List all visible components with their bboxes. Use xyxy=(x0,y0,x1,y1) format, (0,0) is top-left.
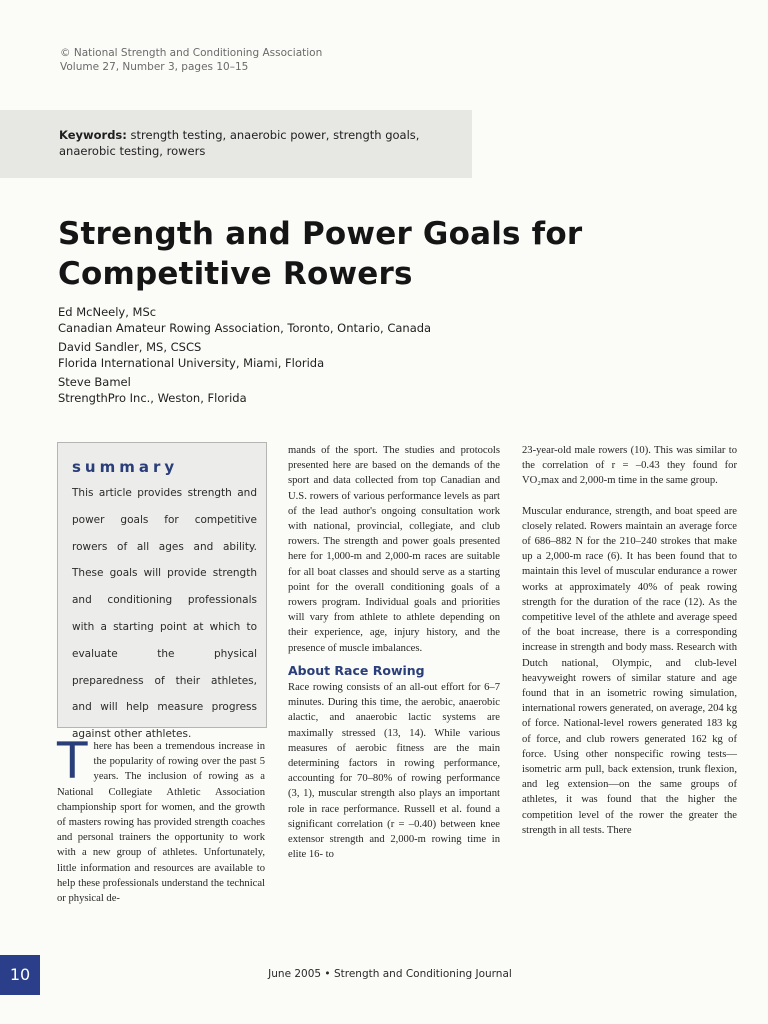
keywords-section xyxy=(59,127,459,159)
copyright-header xyxy=(60,46,460,74)
drop-cap: T xyxy=(57,732,88,790)
author-name: Steve Bamel xyxy=(58,375,131,389)
keywords-label: Keywords: xyxy=(59,128,127,142)
article-title xyxy=(58,214,658,294)
author-list xyxy=(58,305,578,410)
author-affiliation: StrengthPro Inc., Weston, Florida xyxy=(58,390,247,405)
title-line-2: Competitive Rowers xyxy=(58,256,413,292)
author-entry xyxy=(58,375,578,406)
body-column-1 xyxy=(57,732,265,906)
title-line-1: Strength and Power Goals for xyxy=(58,216,583,252)
keywords-line-1: strength testing, anaerobic power, strength goals, xyxy=(130,128,420,142)
author-name: Ed McNeely, MSc xyxy=(58,305,157,319)
author-entry xyxy=(58,340,578,371)
summary-heading: summary xyxy=(72,458,179,476)
author-name: David Sandler, MS, CSCS xyxy=(58,340,202,354)
section-heading: About Race Rowing xyxy=(288,662,425,678)
author-affiliation: Canadian Amateur Rowing Association, Toronto, Ontario, Canada xyxy=(58,320,432,335)
summary-text: This article provides strength and power goals for competitive rowers of all ages and ability. These goals will provide strength and conditioning professionals with a starting point at which to evaluate the physical preparedness of their athletes, and will help measure progress against other athletes. xyxy=(72,487,257,741)
body-paragraph: mands of the sport. The studies and protocols presented here are based on the demands of the sport and data collected from top Canadian and U.S. rowers of various performance levels as part of the lead author's ongoing consultation work with national, provincial, collegiate, and club rowers. The strength and power goals presented here for 1,000-m and 2,000-m races are suitable for all boat classes and should serve as a starting point for the overall conditioning goals of a rowers program. Individual goals and priorities will vary from athlete to athlete depending on their experience, age, injury history, and the presence of muscle imbalances. xyxy=(288,445,500,654)
page-number: 10 xyxy=(9,965,31,984)
body-column-3 xyxy=(522,443,737,838)
body-paragraph: Race rowing consists of an all-out effort for 6–7 minutes. During this time, the aerobic, anaerobic alactic, and anaerobic lactic systems are maximally stressed (13, 14). While various measures of aerobic fitness are the main determining factors in rowing performance, accounting for 70–80% of rowing performance (3, 1), muscular strength also plays an important role in race performance. Russell et al. found a significant correlation (r = –0.40) between knee extensor strength and 2,000-m rowing time in elite 16- to xyxy=(288,682,500,861)
journal-footer: June 2005 • Strength and Conditioning Journal xyxy=(268,968,512,980)
keywords-line-2: anaerobic testing, rowers xyxy=(59,144,206,158)
author-entry xyxy=(58,305,578,336)
body-paragraph: Muscular endurance, strength, and boat speed are closely related. Rowers maintain an average force of 686–882 N for the 210–240 strokes that make up a 2,000-m race (6). It has been found that to maintain this level of muscular endurance a rower works at approximately 40% of peak rowing strength for the duration of the race (12). As the competitive level of the athlete and average speed of the boat increase, there is a corresponding increase in strength and body mass. Research with Dutch national, Olympic, and club-level heavyweight rowers of similar stature and age found that in an isometric rowing simulation, international rowers generated, on average, 204 kg of force. National-level rowers generated 183 kg of force, and club rowers generated 162 kg of force. Using other nonspecific rowing tests—isometric arm pull, back extension, trunk flexion, and leg extension—on the same groups of athletes, it was found that the higher the competition level of the rower the greater the strength in all tests. There xyxy=(522,505,737,836)
volume-line: Volume 27, Number 3, pages 10–15 xyxy=(60,61,249,73)
body-column-2 xyxy=(288,443,500,862)
body-paragraph: here has been a tremendous increase in the popularity of rowing over the past 5 years. The inclusion of rowing as a National Collegiate Athletic Association championship sport for women, and the growth of masters rowing has provided strength coaches and personal trainers the opportunity to work with a new group of athletes. Unfortunately, little information and resources are available to help these professionals understand the technical or physical de- xyxy=(57,741,265,905)
author-affiliation: Florida International University, Miami, Florida xyxy=(58,355,325,370)
body-paragraph: 23-year-old male rowers (10). This was similar to the correlation of r = –0.43 they found for VO₂max and 2,000-m time in the same group. xyxy=(522,445,737,487)
copyright-line: © National Strength and Conditioning Association xyxy=(60,47,323,59)
